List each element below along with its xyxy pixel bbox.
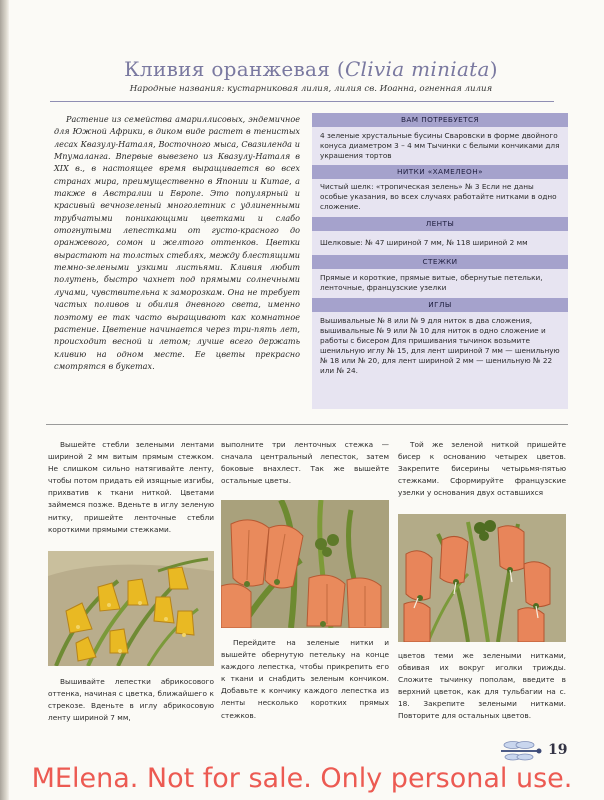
materials-heading-ribbons: ЛЕНТЫ [312,217,568,231]
page-title [18,57,604,81]
instruction-col3-bottom: цветов теми же зелеными нитками, обвивая их вокруг иголки трижды. Сложите тычинку пополам, введите в верхний цветок, как для тульбагии на с. 18. Закрепите зелеными нитками. Повторите для остальных цветов. [398,651,566,721]
watermark-text: MElena. Not for sale. Only personal use. [31,763,573,794]
page-subtitle: Народные названия: кустарниковая лилия, лилия св. Иоанна, огненная лилия [129,84,493,94]
title-russian: Кливия оранжевая ( [124,57,345,81]
photo-yellow-clivia-flowers [48,551,214,666]
materials-body-needs: 4 зеленые хрустальные бусины Сваровски в форме двойного конуса диаметром 3 – 4 мм Тычинки с белыми кончиками для украшения тортов [320,131,560,161]
page-binding-shadow [0,0,9,800]
photo-orange-ribbon-petals [221,500,389,628]
instruction-col1-top: Вышейте стебли зелеными лентами шириной 2 мм витым прямым стежком. Не слишком сильно натягивайте ленту, чтобы потом придать ей изящные изгибы, прихватив к ткани ниткой. Цветами займемся позже. Вденьте в иглу зеленую нитку, пришейте ленточные стебли короткими прямыми стежками. [48,440,214,534]
intro-paragraph: Растение из семейства амариллисовых, эндемичное для Южной Африки, в диком виде растет в тенистых лесах Квазулу-Наталя, Восточного мыса, Свазиленда и Мпумаланга. Впервые вывезено из Квазулу-Наталя в XIX в., в настоящее время выращивается во всех странах мира, преимущественно в Японии и Китае, а также в Австралии и Европе. Это популярный и красивый вечнозеленый многолетник с удлиненными трубчатыми поникающими цветками и слабо отогнутыми лепестками от густо-красного до оранжевого, сомон и желтого оттенков. Цветки вырастают на толстых стеблях, между блестящими темно-зелеными узкими листьями. Кливия любит полутень, быстро чахнет под прямыми солнечными лучами, чувствительна к заморозкам. Она не требует частых поливов и обилия дневного света, именно поэтому ее так часто выращивают как комнатное растение. Цветение начинается через три-пять лет, происходит весной и летом; лучше всего держать кливию на одном месте. Ее цветы прекрасно смотрятся в букетах. [54,114,300,371]
title-latin: Clivia miniata [344,57,490,81]
instruction-col3-top: Той же зеленой ниткой пришейте бисер к основанию четырех цветов. Закрепите бисерины четырьмя-пятью стежками. Сформируйте французские узелки у основания двух оставшихся [398,440,566,498]
materials-heading-needs: ВАМ ПОТРЕБУЕТСЯ [312,113,568,127]
materials-body-needles: Вышивальные № 8 или № 9 для ниток в два сложения, вышивальные № 9 или № 10 для ниток в одно сложение и работы с бисером Для пришивания тычинок возьмите шенильную иглу № 15, для лент шириной 7 мм — шенильную № 18 или № 20, для лент шириной 2 мм — шенильную № 22 или № 24. [320,315,560,376]
materials-heading-stitches: СТЕЖКИ [312,255,568,269]
materials-heading-threads: НИТКИ «ХАМЕЛЕОН» [312,165,568,179]
materials-box [312,113,568,409]
instruction-col2-top: выполните три ленточных стежка — сначала центральный лепесток, затем боковые внахлест. Так же вышейте остальные цветы. [221,440,389,486]
instruction-col2-bottom: Перейдите на зеленые нитки и вышейте обернутую петельку на конце каждого лепестка, чтобы прикрепить его к ткани и снабдить зеленым кончиком. Добавьте к кончику каждого лепестка из ленты несколько коротких прямых стежков. [221,638,389,720]
materials-heading-needles: ИГЛЫ [312,298,568,312]
header-divider [50,101,554,102]
photo-finished-clivia-embroidery [398,514,566,642]
page-number: 19 [548,742,568,758]
instruction-col1-bottom: Вышивайте лепестки абрикосового оттенка, начиная с цветка, ближайшего к стрекозе. Вденьте в иглу абрикосовую ленту шириной 7 мм, [48,677,214,723]
materials-body-stitches: Прямые и короткие, прямые витые, обернутые петельки, ленточные, французские узелки [320,272,543,292]
title-close: ) [489,57,498,81]
materials-body-ribbons: Шелковые: № 47 шириной 7 мм, № 118 шириной 2 мм [320,237,528,247]
section-divider [46,424,568,425]
materials-body-threads: Чистый шелк: «тропическая зелень» № 3 Если не даны особые указания, во всех случаях работайте нитками в одно сложение. [320,182,557,212]
